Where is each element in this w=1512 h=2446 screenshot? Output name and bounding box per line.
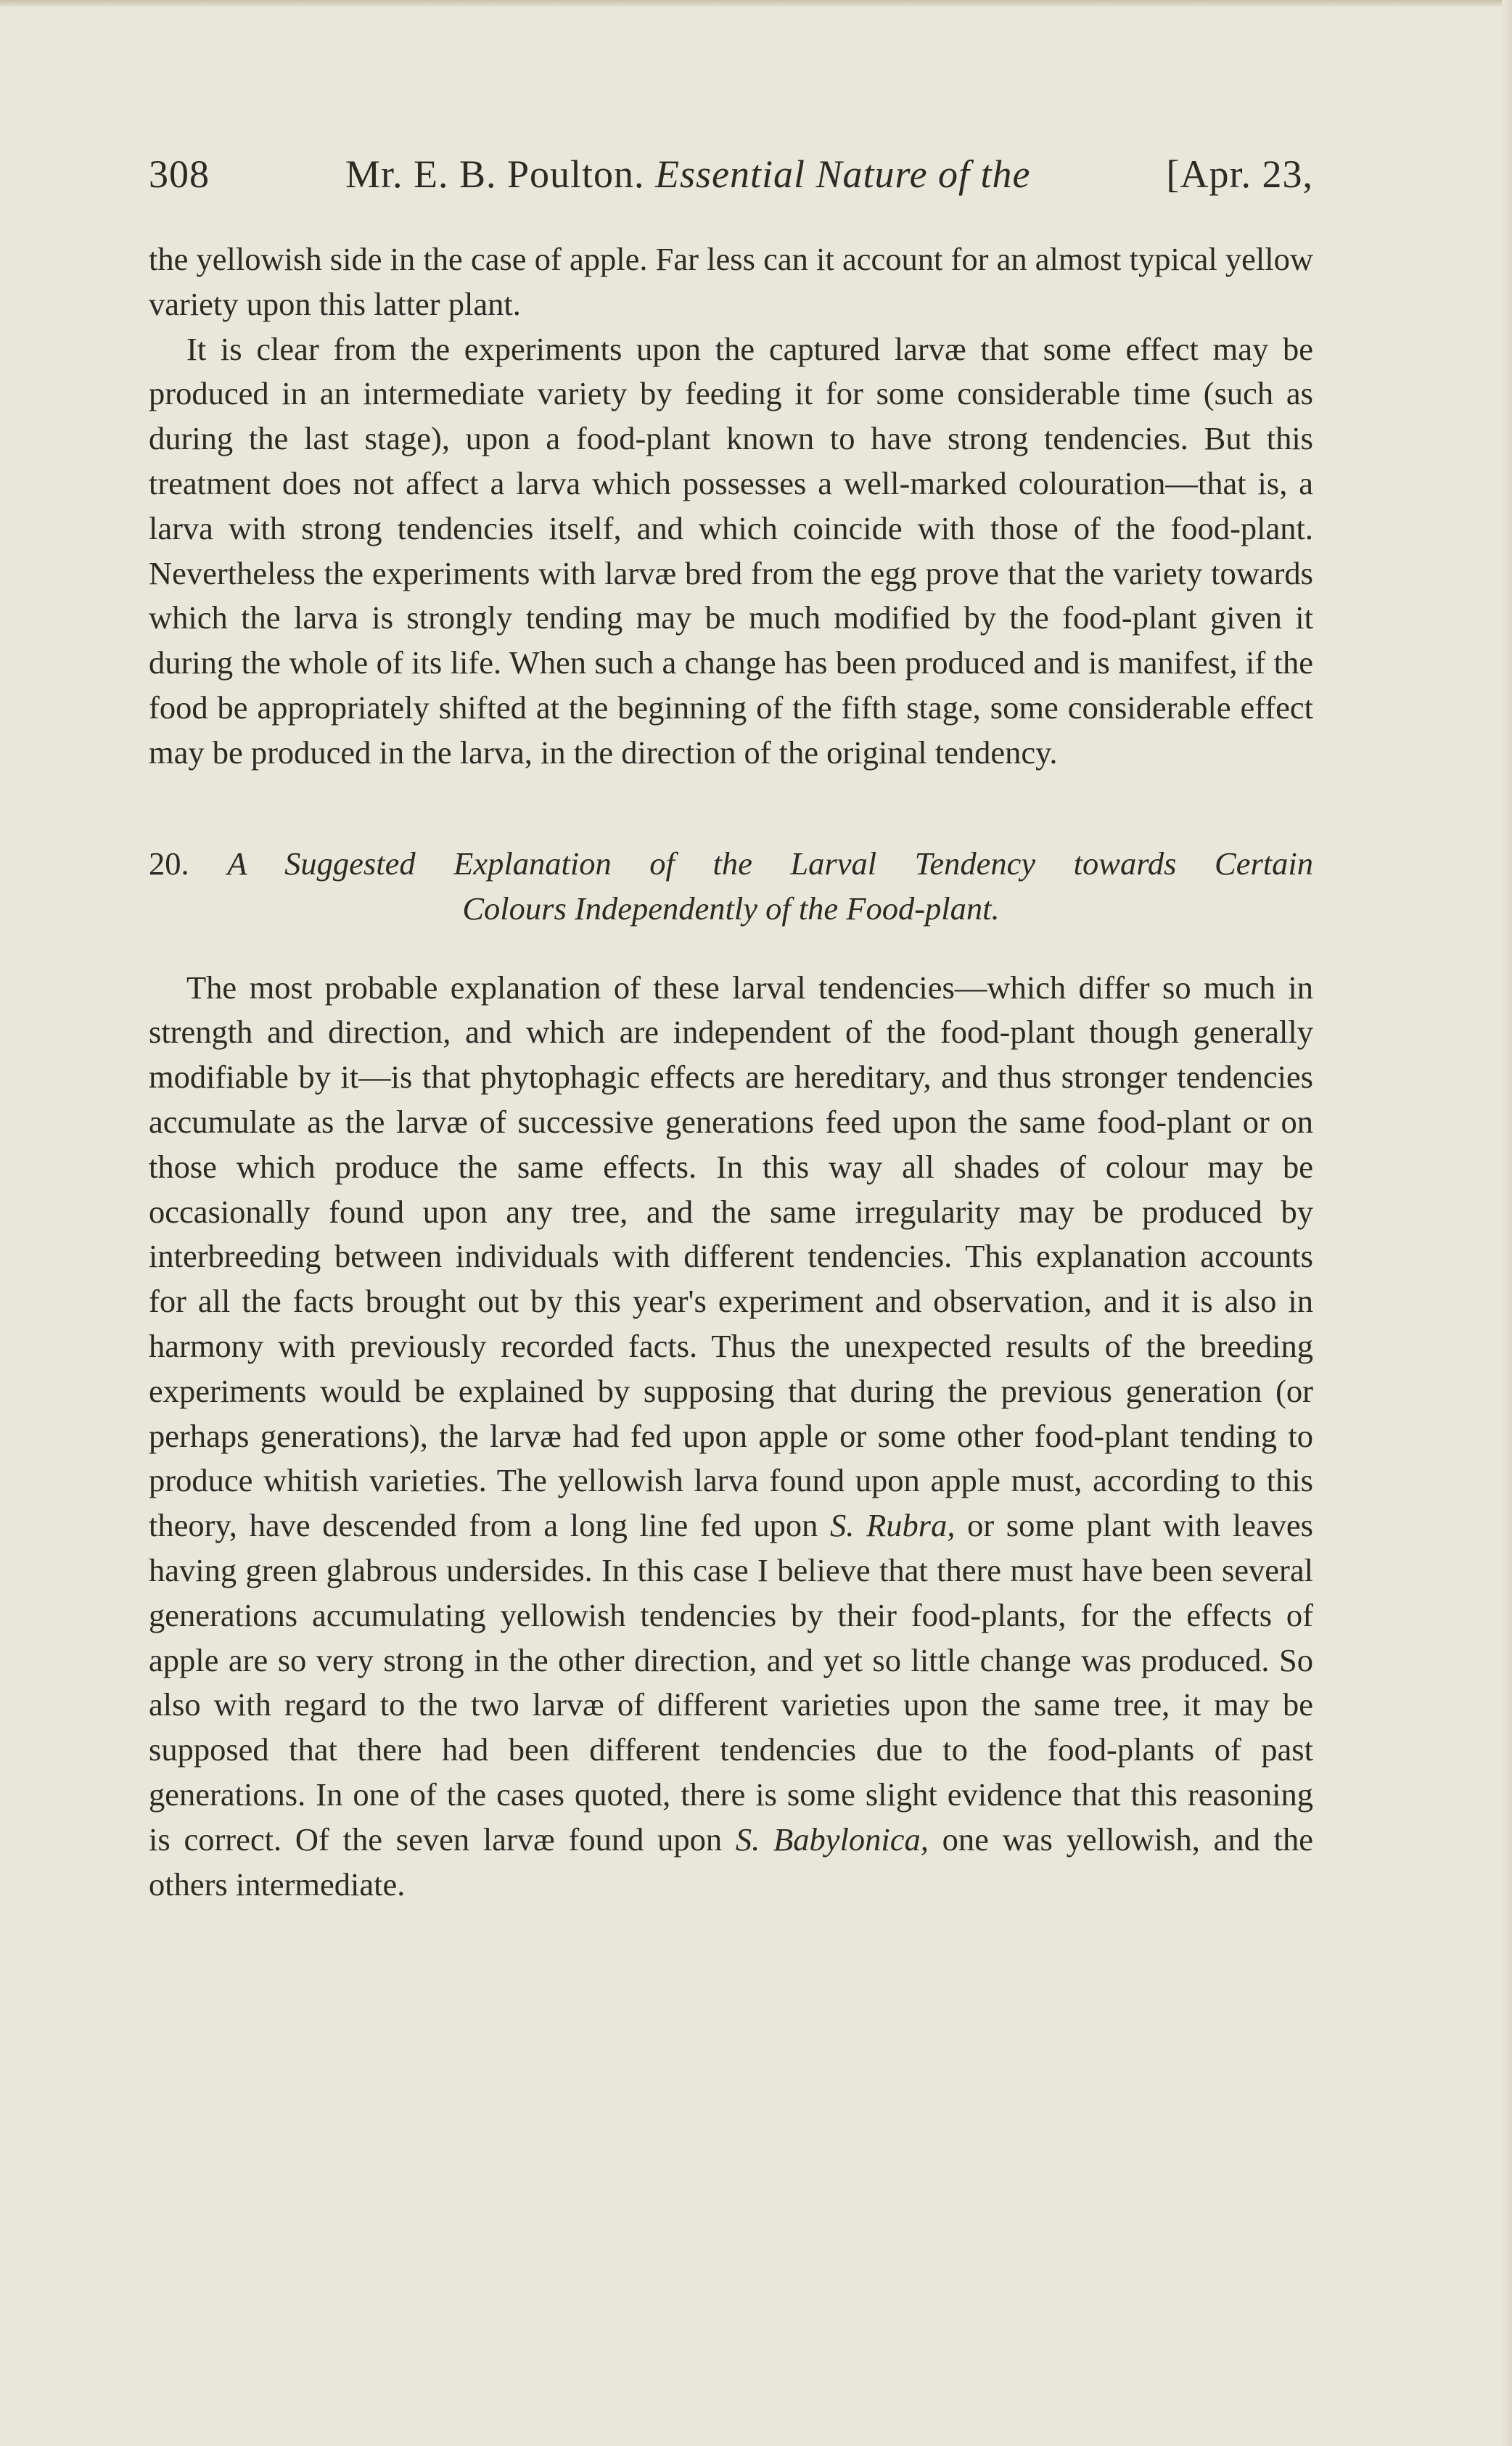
section-title-line-1: A Suggested Explanation of the Larval Tendency towards Certain: [227, 845, 1313, 882]
section-heading: [149, 841, 1313, 931]
page-right-edge: [1502, 0, 1512, 2446]
page-body: [149, 149, 1313, 1907]
running-title: [210, 149, 1167, 200]
section-title-line-2: Colours Independently of the Food-plant.: [462, 890, 1000, 927]
paragraph-3-part-3: one was yellowish, and the others intermediate.: [149, 1821, 1313, 1903]
page-number: 308: [149, 152, 210, 196]
running-author: Mr. E. B. Poulton.: [345, 152, 645, 196]
paragraph-3: [149, 966, 1313, 1908]
running-title-italic: Essential Nature of the: [655, 152, 1031, 196]
species-name-rubra: S. Rubra,: [830, 1507, 956, 1544]
running-head: [149, 149, 1313, 200]
paragraph-2: It is clear from the experiments upon the captured larvæ that some effect may be produced in an intermediate variety by feeding it for some considerable time (such as during the last stage), upon a food-plant known to have strong tendencies. But this treatment does not affect a larva which possesses a well-marked colouration—that is, a larva with strong tendencies itself, and which coincide with those of the food-plant. Nevertheless the experiments with larvæ bred from the egg prove that the variety towards which the larva is strongly tending may be much modified by the food-plant given it during the whole of its life. When such a change has been produced and is manifest, if the food be appropriately shifted at the beginning of the fifth stage, some considerable effect may be produced in the larva, in the direction of the original tendency.: [149, 330, 1313, 771]
page-top-edge: [0, 0, 1512, 7]
paragraph-3-part-1: The most probable explanation of these larval tendencies—which differ so much in strength and direction, and which are independent of the food-plant though generally modifiable by it—is that phytophagic effects are hereditary, and thus stronger tendencies accumulate as the larvæ of successive generations feed upon the same food-plant or on those which produce the same effects. In this way all shades of colour may be occasionally found upon any tree, and the same irregularity may be produced by interbreeding between individuals with different tendencies. This explanation accounts for all the facts brought out by this year's experiment and observation, and it is also in harmony with previously recorded facts. Thus the unexpected results of the breeding experiments would be explained by supposing that during the previous generation (or perhaps generations), the larvæ had fed upon apple or some other food-plant tending to produce whitish varieties. The yellowish larva found upon apple must, according to this theory, have descended from a long line fed upon: [149, 969, 1313, 1544]
paragraph-1: the yellowish side in the case of apple. Far less can it account for an almost typical yellow variety upon this latter plant.: [149, 241, 1313, 322]
running-date: [Apr. 23,: [1166, 152, 1313, 196]
species-name-babylonica: S. Babylonica,: [735, 1821, 929, 1858]
section-number: 20.: [149, 845, 189, 882]
section-heading-line-1: [149, 841, 1313, 886]
paragraph-3-part-2: or some plant with leaves having green glabrous undersides. In this case I believe that there must have been several generations accumulating yellowish tendencies by their food-plants, for the effects of apple are so very strong in the other direction, and yet so little change was produced. So also with regard to the two larvæ of different varieties upon the same tree, it may be supposed that there had been different tendencies due to the food-plants of past generations. In one of the cases quoted, there is some slight evidence that this reasoning is correct. Of the seven larvæ found upon: [149, 1507, 1313, 1858]
